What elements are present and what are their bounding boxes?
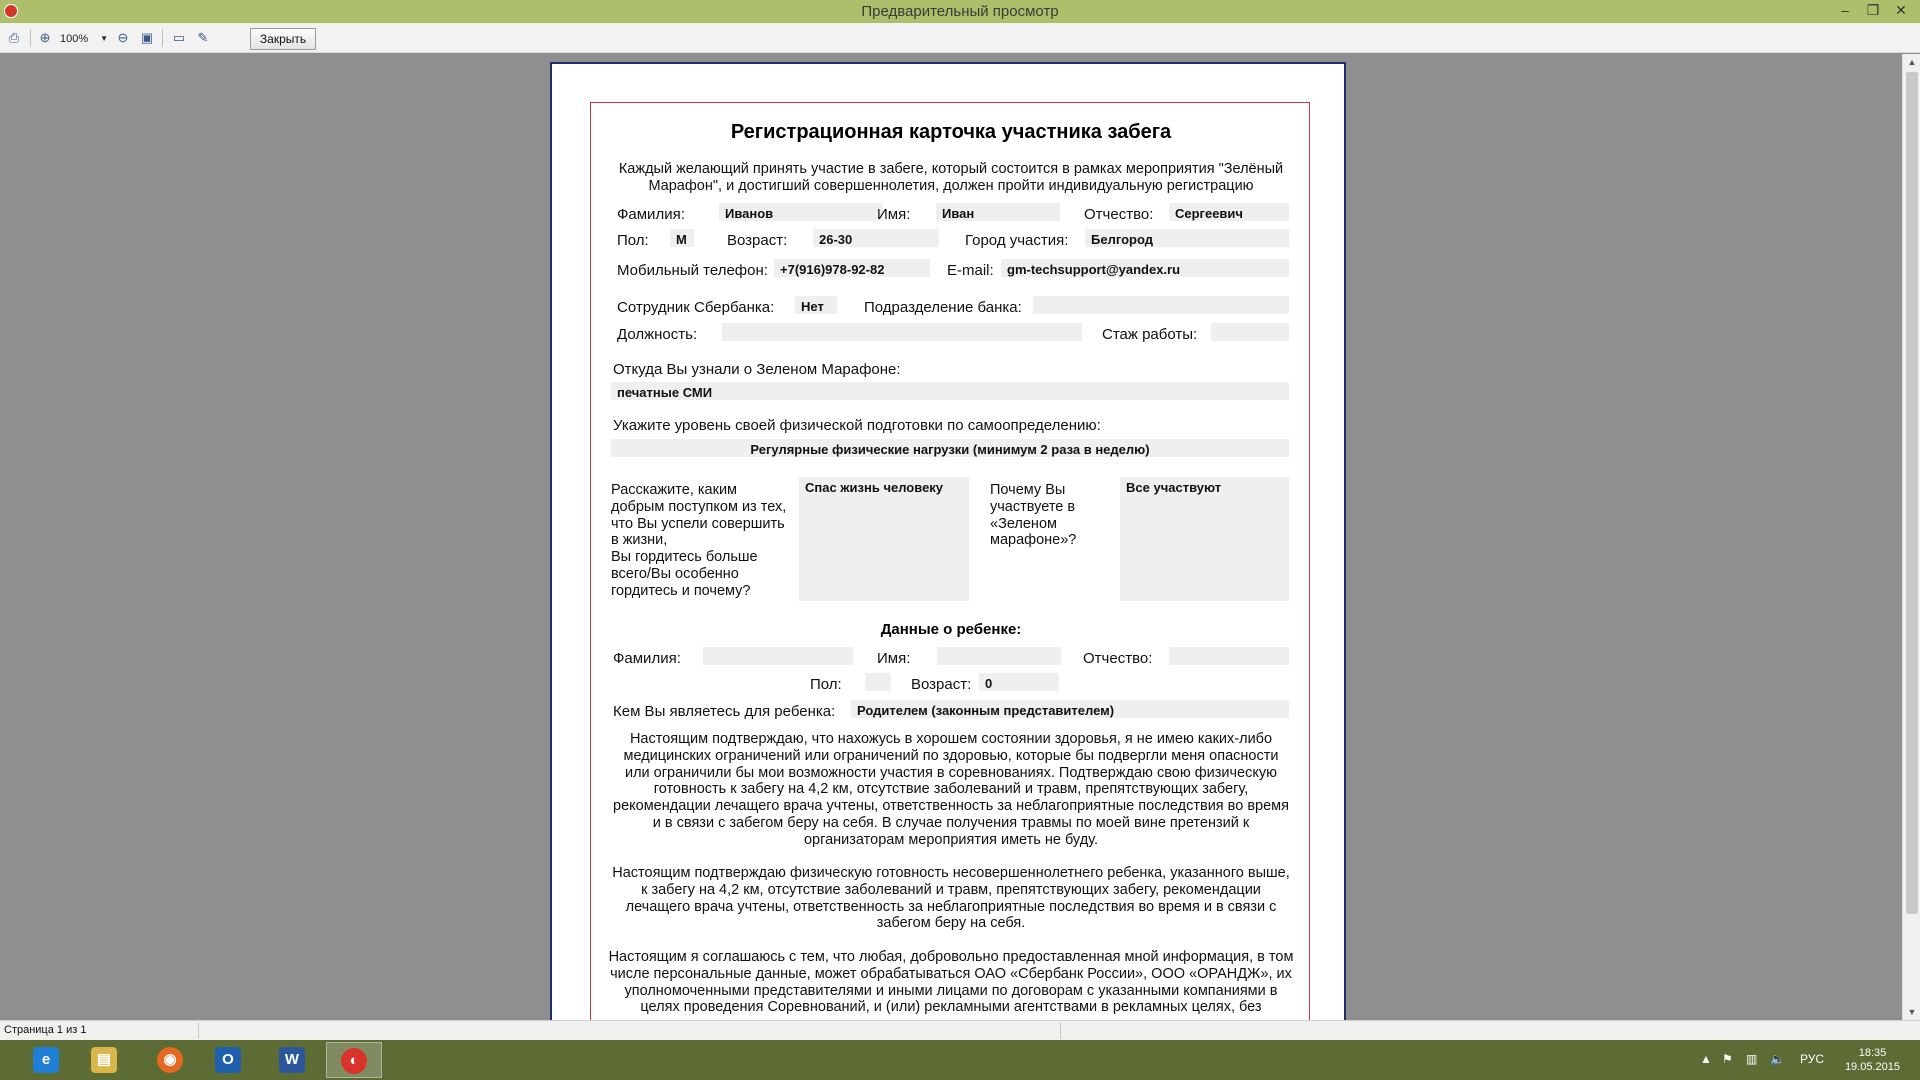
experience-label: Стаж работы: xyxy=(1102,326,1198,343)
paragraph-line: уполномоченными представителями и иными лицами по договорам с указанными компаниями в xyxy=(624,982,1278,999)
edit-icon[interactable]: ✎ xyxy=(197,30,209,45)
pride-question xyxy=(611,482,791,600)
preview-viewport[interactable] xyxy=(0,54,1902,1020)
email-field[interactable]: gm-techsupport@yandex.ru xyxy=(1001,259,1289,277)
scrollbar-thumb[interactable] xyxy=(1906,72,1918,914)
bank-division-field[interactable] xyxy=(1033,296,1289,314)
city-label: Город участия: xyxy=(965,232,1069,249)
question-line: что Вы успели совершить xyxy=(611,515,785,532)
status-separator xyxy=(1060,1023,1061,1039)
email-label: E-mail: xyxy=(947,262,994,279)
paragraph-line: Настоящим подтверждаю, что нахожусь в хорошем состоянии здоровья, я не имею каких-либо xyxy=(629,731,1273,747)
print-icon[interactable]: ⎙ xyxy=(8,30,20,45)
last-name-field[interactable]: Иванов xyxy=(719,203,883,221)
status-separator xyxy=(198,1023,199,1039)
relation-field[interactable]: Родителем (законным представителем) xyxy=(851,700,1289,718)
fit-page-icon[interactable]: ▣ xyxy=(140,30,154,45)
relation-label: Кем Вы являетесь для ребенка: xyxy=(613,703,836,720)
question-line: Почему Вы xyxy=(990,482,1066,498)
clock[interactable] xyxy=(1845,1046,1900,1074)
paragraph-line: целях проведения Соревнований, и (или) рекламными агентствами в рекламных целях, без xyxy=(640,999,1262,1016)
window-title: Предварительный просмотр xyxy=(861,3,1059,20)
bank-division-label: Подразделение банка: xyxy=(864,299,1022,316)
question-line: «Зеленом xyxy=(990,515,1057,532)
first-name-label: Имя: xyxy=(877,206,911,223)
taskbar xyxy=(0,1040,1920,1080)
first-name-field[interactable]: Иван xyxy=(936,203,1060,221)
why-question xyxy=(990,482,1090,549)
taskbar-explorer[interactable] xyxy=(76,1042,132,1078)
vertical-scrollbar[interactable] xyxy=(1902,54,1920,1020)
card-title: Регистрационная карточка участника забега xyxy=(730,121,1172,143)
child-gender-label: Пол: xyxy=(810,676,842,693)
close-window-button[interactable]: ✕ xyxy=(1895,2,1907,18)
paragraph-line: Настоящим подтверждаю физическую готовность несовершеннолетнего ребенка, указанного выше, xyxy=(612,865,1290,881)
phone-field[interactable]: +7(916)978-92-82 xyxy=(774,259,930,277)
paragraph-line: Настоящим я соглашаюсь с тем, что любая, добровольно предоставленная мной информация, в том xyxy=(608,949,1294,965)
scroll-up-icon[interactable]: ▲ xyxy=(1907,57,1917,67)
intro-text xyxy=(601,161,1301,195)
taskbar-firefox[interactable] xyxy=(142,1042,198,1078)
zoom-out-icon[interactable]: ⊖ xyxy=(117,30,129,45)
city-field[interactable]: Белгород xyxy=(1085,229,1289,247)
child-confirmation-paragraph xyxy=(591,865,1311,932)
experience-field[interactable] xyxy=(1211,323,1289,341)
pride-answer-field[interactable]: Спас жизнь человеку xyxy=(799,477,969,601)
source-field[interactable]: печатные СМИ xyxy=(611,382,1289,400)
intro-line: Марафон", и достигший совершеннолетия, должен пройти индивидуальную регистрацию xyxy=(648,177,1254,194)
status-bar xyxy=(0,1020,1920,1040)
scroll-down-icon[interactable]: ▼ xyxy=(1907,1007,1917,1017)
document-page xyxy=(550,62,1346,1020)
child-last-name-label: Фамилия: xyxy=(613,650,681,667)
source-label: Откуда Вы узнали о Зеленом Марафоне: xyxy=(613,361,901,378)
network-icon[interactable]: ▥ xyxy=(1746,1052,1758,1066)
paragraph-line: забегом беру на себя. xyxy=(876,915,1026,932)
toolbar-separator xyxy=(30,29,31,47)
question-line: участвуете в xyxy=(990,498,1076,515)
last-name-label: Фамилия: xyxy=(617,206,685,223)
language-indicator[interactable]: РУС xyxy=(1800,1052,1825,1066)
age-field[interactable]: 26-30 xyxy=(813,229,939,247)
why-answer-field[interactable]: Все участвуют xyxy=(1120,477,1289,601)
question-line: марафоне»? xyxy=(990,532,1077,549)
child-last-name-field[interactable] xyxy=(703,647,853,665)
gender-label: Пол: xyxy=(617,232,649,249)
paragraph-line: готовность к забегу на 4,2 км, отсутствие заболеваний и травм, препятствующих забегу, xyxy=(653,781,1249,798)
child-patronymic-field[interactable] xyxy=(1169,647,1289,665)
sber-employee-field[interactable]: Нет xyxy=(795,296,837,314)
paragraph-line: и в связи с забегом беру на себя. В случае получения травмы по моей вине претензий к xyxy=(652,814,1250,831)
child-section-title: Данные о ребенке: xyxy=(880,621,1022,638)
patronymic-field[interactable]: Сергеевич xyxy=(1169,203,1289,221)
child-first-name-label: Имя: xyxy=(877,650,911,667)
firefox-icon: ◉ xyxy=(157,1047,183,1073)
phone-label: Мобильный телефон: xyxy=(617,262,768,279)
clock-time: 18:35 xyxy=(1858,1047,1887,1059)
question-line: в жизни, xyxy=(611,532,668,549)
child-age-field[interactable]: 0 xyxy=(979,673,1059,691)
taskbar-active-app[interactable] xyxy=(326,1042,382,1078)
page-info: Страница 1 из 1 xyxy=(4,1024,87,1036)
child-first-name-field[interactable] xyxy=(937,647,1061,665)
question-line: Вы гордитесь больше xyxy=(611,549,758,566)
toolbar xyxy=(0,23,1920,53)
zoom-value: 100% xyxy=(60,33,89,45)
minimize-button[interactable]: – xyxy=(1841,2,1849,18)
title-bar xyxy=(0,0,1920,23)
registration-card xyxy=(590,102,1310,1020)
paragraph-line: лечащего врача учтены, ответственность за неблагоприятные последствия во время и в связи с xyxy=(625,898,1277,915)
paragraph-line: медицинских ограничений или ограничений по здоровью, которые бы подвергли меня опасности xyxy=(623,747,1279,764)
health-confirmation-paragraph xyxy=(591,731,1311,849)
paragraph-line: рекомендации лечащего врача учтены, ответственность за неблагоприятные последствия во время xyxy=(613,798,1289,815)
paragraph-line: к забегу на 4,2 км, отсутствие заболеваний и травм, препятствующих забегу, рекомендации xyxy=(641,881,1261,898)
chevron-down-icon: ▼ xyxy=(100,34,108,43)
question-line: всего/Вы особенно xyxy=(611,565,739,582)
question-line: добрым поступком из тех, xyxy=(611,498,787,515)
question-line: Расскажите, каким xyxy=(611,482,738,498)
intro-line: Каждый желающий принять участие в забеге, который состоится в рамках мероприятия "Зелёный xyxy=(618,161,1284,177)
gender-field[interactable]: М xyxy=(670,229,694,247)
patronymic-label: Отчество: xyxy=(1084,206,1154,223)
question-line: гордитесь и почему? xyxy=(611,582,751,599)
child-patronymic-label: Отчество: xyxy=(1083,650,1153,667)
position-field[interactable] xyxy=(722,323,1082,341)
child-age-label: Возраст: xyxy=(911,676,972,693)
sber-employee-label: Сотрудник Сбербанка: xyxy=(617,299,775,316)
toolbar-separator xyxy=(162,29,163,47)
word-icon: W xyxy=(279,1047,305,1073)
tray-expand-icon[interactable]: ▲ xyxy=(1700,1052,1712,1066)
explorer-icon: ▤ xyxy=(91,1047,117,1073)
paragraph-line: организаторам мероприятия иметь не буду. xyxy=(803,831,1098,848)
maximize-button[interactable]: ❐ xyxy=(1866,2,1880,18)
app-icon: ◐ xyxy=(341,1048,367,1074)
taskbar-outlook[interactable] xyxy=(200,1042,256,1078)
page-setup-icon[interactable]: ▭ xyxy=(172,30,186,45)
ie-icon: e xyxy=(33,1047,59,1073)
consent-paragraph xyxy=(591,949,1311,1016)
zoom-select[interactable] xyxy=(60,30,110,48)
volume-icon[interactable]: 🔈 xyxy=(1770,1052,1785,1066)
age-label: Возраст: xyxy=(727,232,788,249)
fitness-field[interactable]: Регулярные физические нагрузки (минимум 2 раза в неделю) xyxy=(611,439,1289,457)
zoom-in-icon[interactable]: ⊕ xyxy=(39,30,51,45)
paragraph-line: числе персональные данные, может обрабатываться ОАО «Сбербанк России», ООО «ОРАНДЖ», их xyxy=(610,965,1292,982)
position-label: Должность: xyxy=(617,326,698,343)
taskbar-word[interactable] xyxy=(264,1042,320,1078)
child-gender-field[interactable] xyxy=(865,673,891,691)
fitness-label: Укажите уровень своей физической подготовки по самоопределению: xyxy=(613,417,1101,434)
clock-date: 19.05.2015 xyxy=(1844,1061,1900,1073)
paragraph-line: или ограничили бы мои возможности участия в соревнованиях. Подтверждаю свою физическую xyxy=(624,764,1277,781)
close-preview-button[interactable]: Закрыть xyxy=(250,28,316,50)
flag-icon[interactable]: ⚑ xyxy=(1722,1052,1733,1066)
taskbar-ie[interactable] xyxy=(18,1042,74,1078)
outlook-icon: O xyxy=(215,1047,241,1073)
